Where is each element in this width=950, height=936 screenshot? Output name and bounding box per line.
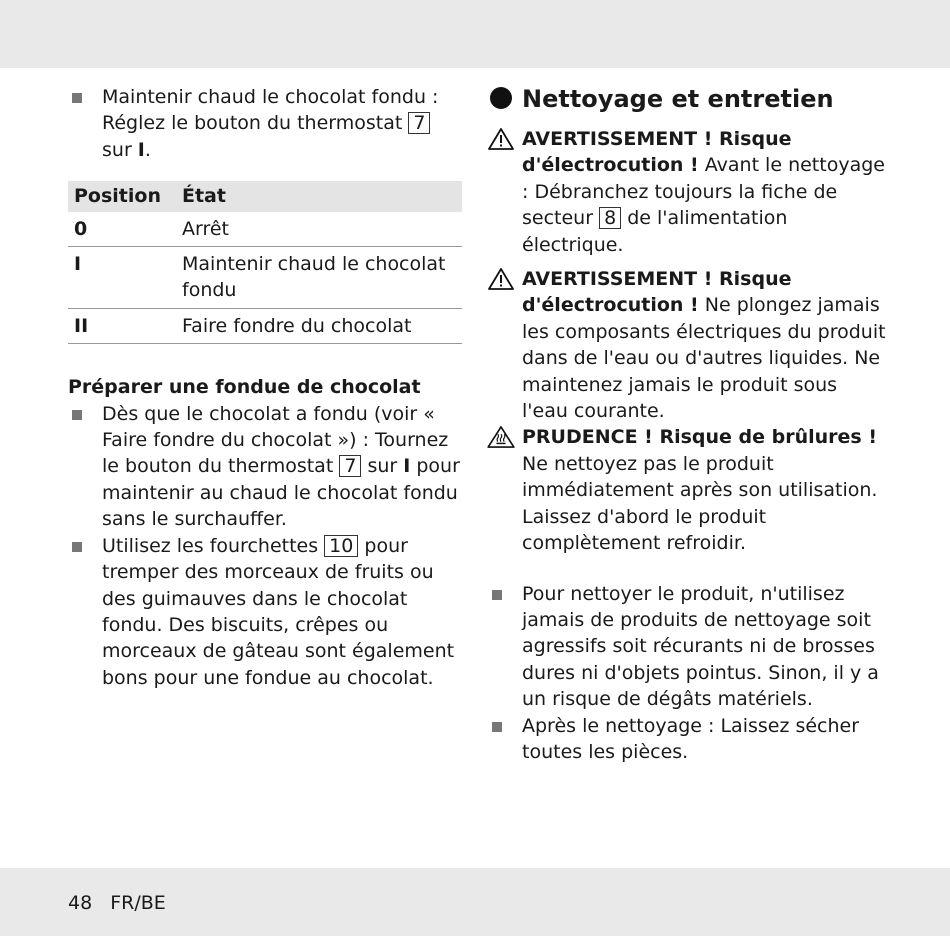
caution-label: PRUDENCE ! Risque de brûlures !	[522, 426, 878, 449]
setting-value: I	[137, 138, 145, 161]
warning-text: de l'alimentation électrique.	[522, 207, 788, 256]
warning-triangle-icon	[488, 128, 514, 150]
list-item	[68, 84, 462, 163]
list-item: Après le nettoyage : Laissez sécher toutes les pièces.	[488, 713, 888, 766]
column-header-position: Position	[68, 181, 176, 211]
right-column	[488, 84, 888, 765]
part-reference: 7	[339, 455, 361, 477]
filled-circle-icon	[490, 87, 512, 109]
bullet-text: pour maintenir au chaud le chocolat fondu sans le surchauffer.	[102, 455, 460, 531]
left-column	[68, 84, 462, 691]
part-reference: 10	[324, 535, 358, 557]
page-footer	[68, 890, 178, 916]
table-row	[68, 308, 462, 343]
bullet-text: pour tremper des morceaux de fruits ou des guimauves dans le chocolat fondu. Des biscuits, crêpes ou morceaux de gâteau sont également bons pour une fondue au chocolat.	[102, 534, 455, 689]
bullet-text: Dès que le chocolat a fondu (voir « Faire fondre du chocolat ») : Tournez le bouton du thermostat	[102, 402, 449, 478]
bullet-text: sur	[361, 455, 404, 478]
warning-triangle-icon	[488, 268, 514, 290]
page-number: 48	[68, 892, 93, 914]
warning-label: AVERTISSEMENT ! Risque d'électrocution !	[522, 128, 792, 177]
part-reference: 8	[599, 207, 621, 229]
bullet-text: .	[144, 138, 151, 161]
hot-surface-warning-icon	[486, 426, 516, 448]
column-header-state: État	[176, 181, 462, 211]
locale-code: FR/BE	[110, 892, 166, 914]
caution-notice	[488, 424, 888, 556]
position-cell: I	[68, 247, 176, 309]
warning-text: Ne plongez jamais les composants électriques du produit dans de l'eau ou d'autres liquides. Ne maintenez jamais le produit sous l'eau courante.	[522, 294, 886, 423]
section-title	[488, 84, 888, 114]
section-title-text: Nettoyage et entretien	[522, 85, 834, 113]
table-row	[68, 247, 462, 309]
state-cell: Maintenir chaud le chocolat fondu	[176, 247, 462, 309]
subheading: Préparer une fondue de chocolat	[68, 376, 421, 399]
table-row	[68, 212, 462, 247]
warning-notice	[488, 266, 888, 424]
position-cell: II	[68, 308, 176, 343]
header-band	[0, 0, 950, 68]
caution-text: Ne nettoyez pas le produit immédiatement après son utilisation. Laissez d'abord le produit complètement refroidir.	[522, 452, 878, 555]
setting-value: I	[403, 455, 411, 478]
position-table	[68, 181, 462, 344]
state-cell: Faire fondre du chocolat	[176, 308, 462, 343]
warning-notice	[488, 126, 888, 258]
list-item	[68, 533, 462, 691]
bullet-text: sur	[102, 138, 138, 161]
part-reference: 7	[408, 112, 430, 134]
list-item	[68, 401, 462, 533]
position-cell: 0	[68, 212, 176, 247]
warning-text: Avant le nettoyage : Débranchez toujours la fiche de secteur	[522, 154, 885, 230]
warning-label: AVERTISSEMENT ! Risque d'électrocution !	[522, 268, 792, 317]
list-item: Pour nettoyer le produit, n'utilisez jamais de produits de nettoyage soit agressifs soit récurants ni de brosses dures ni d'objets pointus. Sinon, il y a un risque de dégâts matériels.	[488, 581, 888, 713]
table-header-row	[68, 181, 462, 211]
state-cell: Arrêt	[176, 212, 462, 247]
bullet-text: Maintenir chaud le chocolat fondu : Réglez le bouton du thermostat	[102, 86, 439, 135]
bullet-text: Utilisez les fourchettes	[102, 534, 325, 557]
